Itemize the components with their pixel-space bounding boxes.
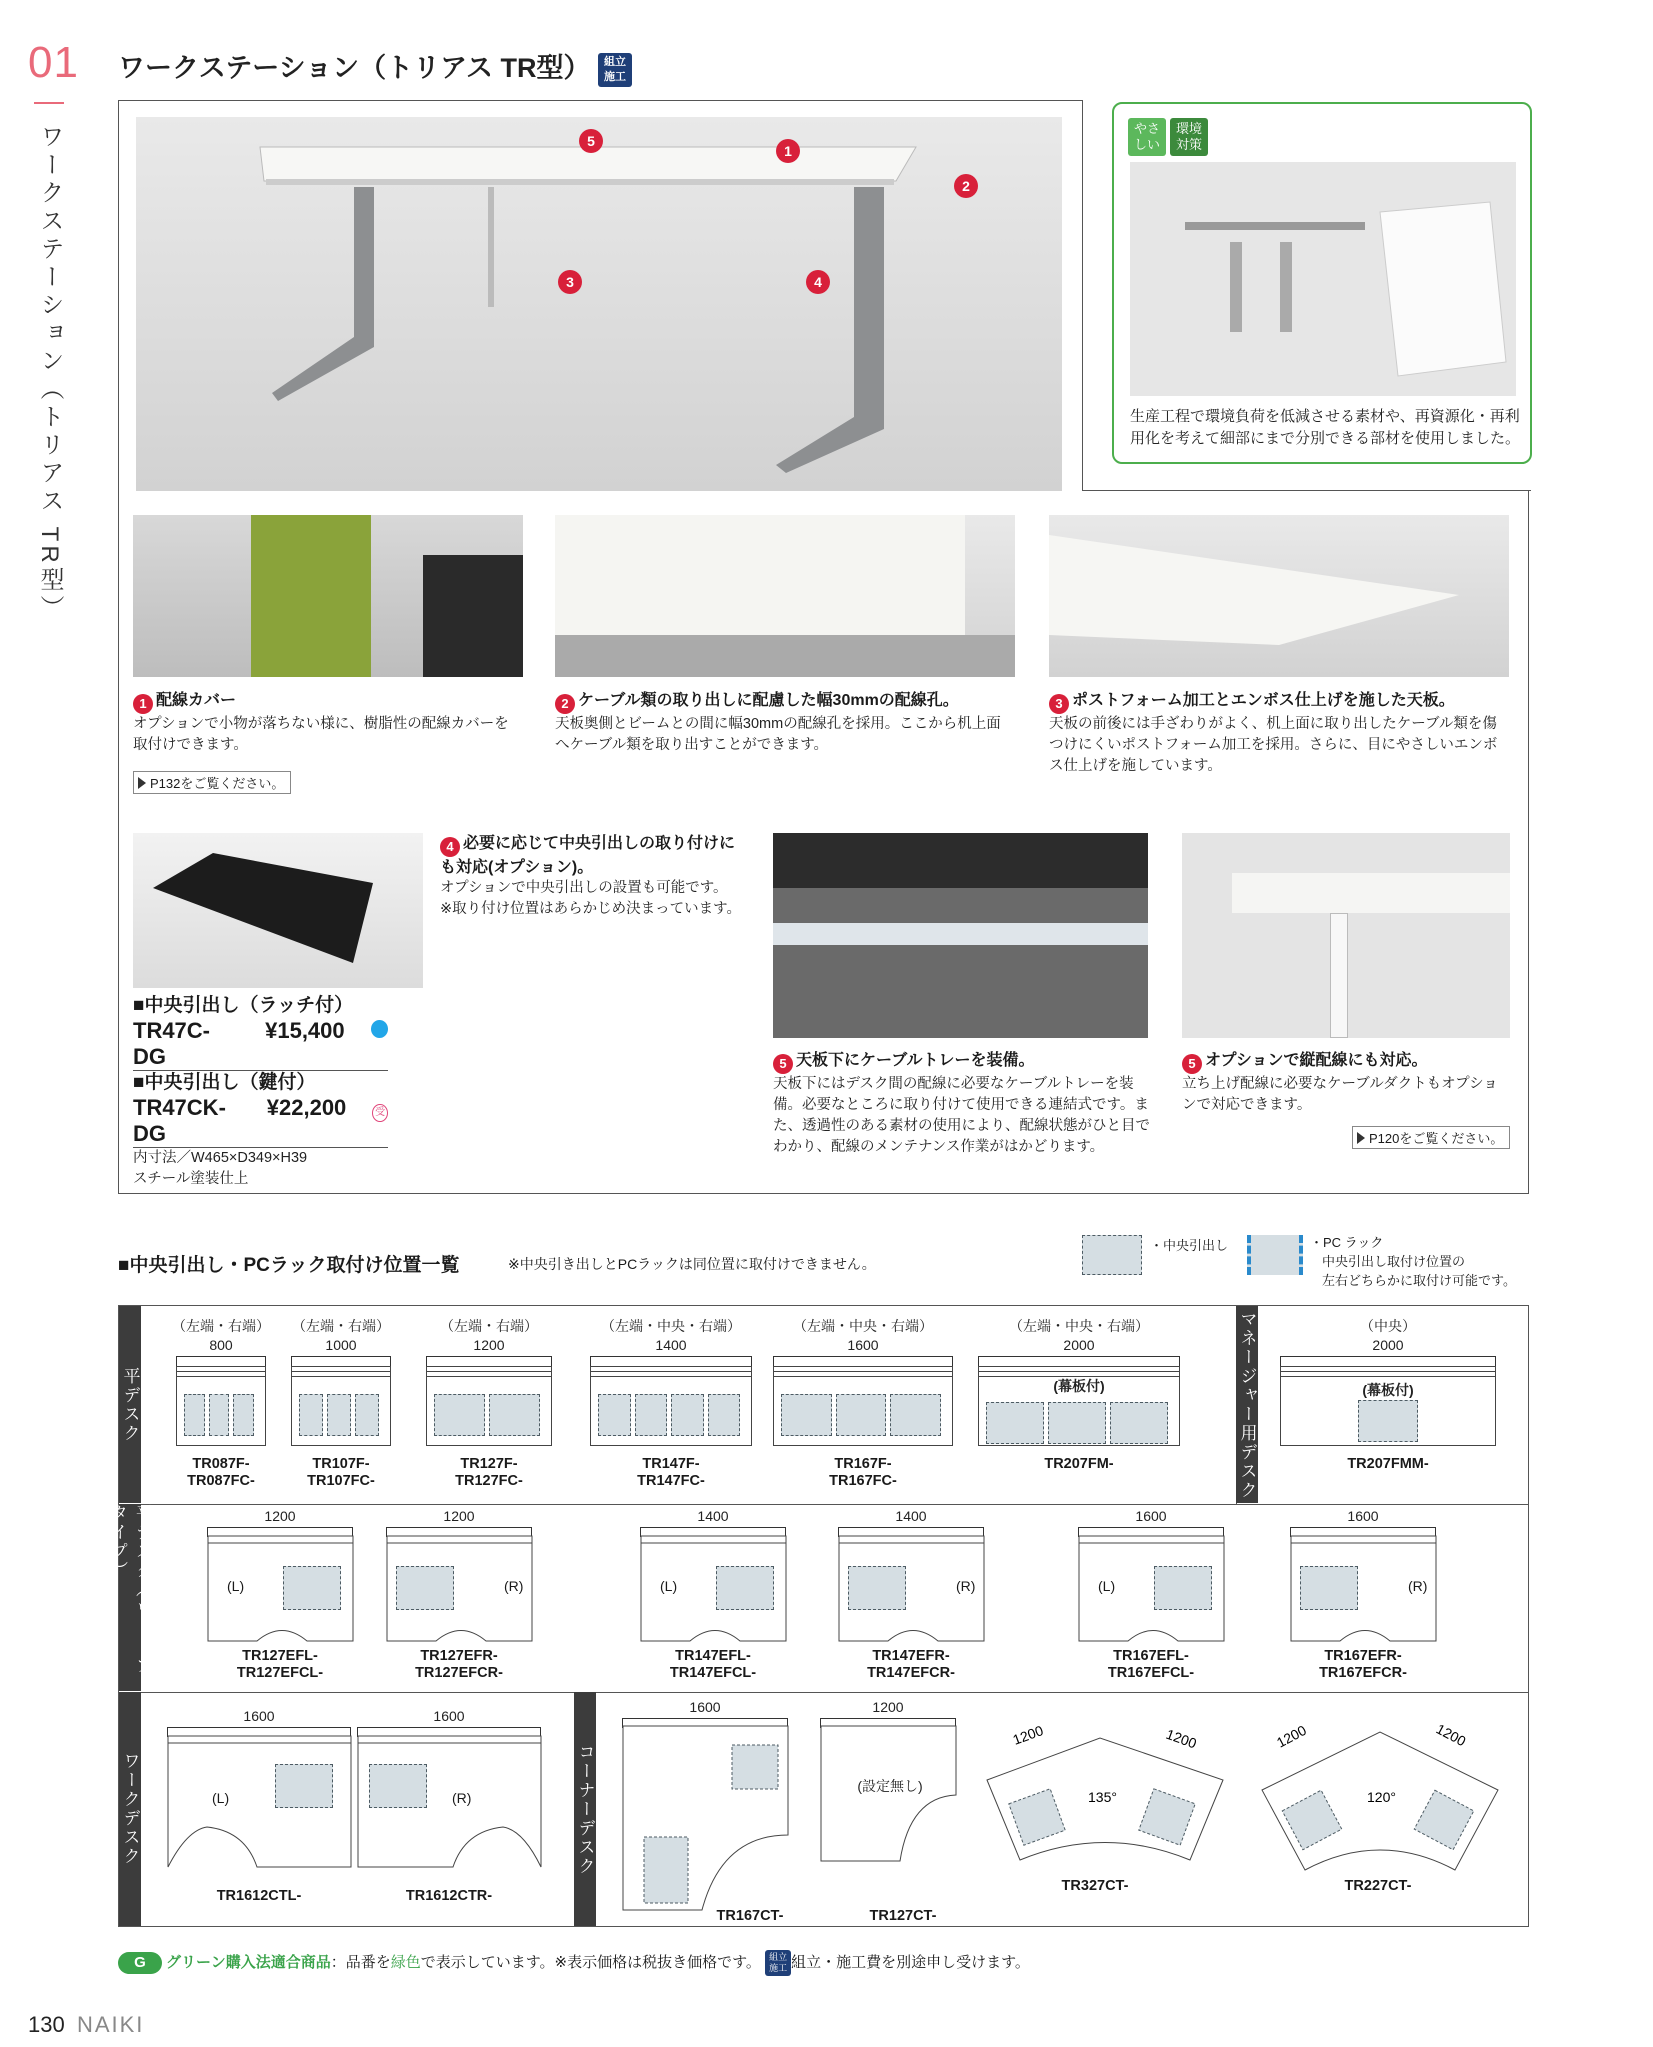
corner4-angle: 120° (1367, 1789, 1396, 1805)
product2-price: ¥22,200 (266, 1095, 347, 1120)
feature-4-body2: ※取り付け位置はあらかじめ決まっています。 (440, 901, 741, 917)
drawer-slot (355, 1394, 379, 1436)
drawer-slot (986, 1402, 1044, 1444)
corner3-code: TR327CT- (1061, 1878, 1129, 1894)
flat-dimline (176, 1356, 266, 1366)
flat-width: 1000 (325, 1337, 357, 1353)
flat-dimline (590, 1356, 752, 1366)
section-note: ※中央引き出しとPCラックは同位置に取付けできません。 (508, 1256, 876, 1272)
page-title-text: ワークステーション（トリアス TR型） (118, 53, 591, 83)
work-width: 1600 (433, 1708, 465, 1724)
wave-code2: TR147EFCL- (669, 1665, 757, 1681)
feature-4-title: 必要に応じて中央引出しの取り付けにも対応(オプション)。 (440, 835, 736, 876)
flat-code2: TR147FC- (637, 1473, 705, 1489)
wave-width: 1200 (264, 1508, 296, 1524)
drawer-slot (184, 1394, 205, 1436)
wave-width: 1600 (1347, 1508, 1379, 1524)
work-code: TR1612CTL- (216, 1888, 302, 1904)
row-label-manager: マネージャー用デスク (1236, 1306, 1258, 1503)
footer-green-label: グリーン購入法適合商品 (166, 1953, 331, 1971)
feature-3-num: 3 (1049, 694, 1069, 714)
flat-code1: TR127F- (460, 1456, 518, 1472)
flat-code1: TR207FM- (1044, 1456, 1114, 1472)
flat-width: 1200 (473, 1337, 505, 1353)
page-title (118, 46, 632, 87)
flat-pos: （左端・右端） (172, 1318, 270, 1334)
drawer-slot (781, 1394, 832, 1436)
feature-4-num: 4 (440, 837, 460, 857)
green-g-icon: G (118, 1952, 162, 1974)
wave-side: (R) (1408, 1578, 1428, 1594)
flat-code2: TR167FC- (829, 1473, 897, 1489)
mgr-code: TR207FMM- (1347, 1456, 1429, 1472)
mgr-pos: （中央） (1360, 1318, 1416, 1334)
photo-vertical-wiring (1182, 833, 1510, 1038)
ref-p132[interactable]: P132をご覧ください。 (133, 771, 291, 794)
corner2-note: (設定無し) (857, 1778, 923, 1794)
wave-code2: TR127EFCL- (236, 1665, 324, 1681)
flat-code1: TR167F- (834, 1456, 892, 1472)
feature-6 (1182, 1050, 1512, 1116)
feature-3 (1049, 690, 1511, 777)
feature-1-body: オプションで小物が落ちない様に、樹脂性の配線カバーを取付けできます。 (133, 716, 509, 753)
feature-5-num: 5 (773, 1054, 793, 1074)
photo-cable-tray (773, 833, 1148, 1038)
product1-price: ¥15,400 (265, 1018, 345, 1043)
products (133, 994, 433, 1190)
feature-4 (440, 833, 750, 920)
corner1-code: TR167CT- (716, 1908, 784, 1924)
mgr-width: 2000 (1372, 1337, 1404, 1353)
feature-1-num: 1 (133, 694, 153, 714)
page-num: 130 (28, 2012, 65, 2037)
footer-note (118, 1950, 1030, 1976)
corner4-desk (1250, 1710, 1510, 1900)
feature-6-title: オプションで縦配線にも対応。 (1205, 1052, 1428, 1069)
drawer-slot (598, 1394, 631, 1436)
drawer-slot (233, 1394, 254, 1436)
legend-drawer-swatch (1082, 1235, 1142, 1275)
feature-3-title: ポストフォーム加工とエンボス仕上げを施した天板。 (1072, 692, 1455, 709)
wave-side: (L) (227, 1578, 245, 1594)
wave-side: (R) (504, 1578, 524, 1594)
wave-side: (L) (660, 1578, 678, 1594)
flat-width: 2000 (1063, 1337, 1095, 1353)
corner4-code: TR227CT- (1344, 1878, 1412, 1894)
product1-label: ■中央引出し（ラッチ付） (133, 995, 354, 1016)
drawer-slot (489, 1394, 540, 1436)
wave-code1: TR147EFL- (675, 1648, 751, 1664)
desk-illustration (136, 117, 1062, 491)
legend-pcrack-swatch (1247, 1235, 1303, 1275)
work-width: 1600 (243, 1708, 275, 1724)
corner1-width: 1600 (689, 1699, 721, 1715)
legend-pcrack-note1: 中央引出し取付け位置の (1322, 1254, 1466, 1269)
callout-2: 2 (954, 174, 978, 198)
corner1-desk (622, 1725, 790, 1911)
corner3-w1: 1200 (1010, 1722, 1046, 1748)
feature-5 (773, 1050, 1153, 1158)
footer-text3: 組立・施工費を別途申し受けます。 (791, 1953, 1030, 1971)
drawer-slot (209, 1394, 230, 1436)
corner4-w1: 1200 (1273, 1721, 1309, 1751)
work-side: (R) (452, 1790, 472, 1806)
product1-code: TR47C-DG (133, 1018, 211, 1069)
chapter-number: 01 (28, 38, 79, 87)
flat-width: 1400 (655, 1337, 687, 1353)
mgr-drawer (1358, 1400, 1418, 1442)
product-dims: 内寸法／W465×D349×H39 (133, 1150, 308, 1166)
corner3-desk (975, 1710, 1235, 1900)
wave-drawer (396, 1566, 454, 1610)
footer-text1: ：品番を (330, 1953, 391, 1971)
brand: NAIKI (76, 2012, 145, 2037)
chapter-divider (34, 102, 64, 104)
wave-code2: TR167EFCR- (1319, 1665, 1407, 1681)
feature-5-body: 天板下にはデスク間の配線に必要なケーブルトレーを装備。必要なところに取り付けて使用できる連結式です。また、透過性のある素材の使用により、配線状態がひと目でわかり、配線のメンテナンス作業がはかどります。 (773, 1076, 1150, 1155)
row-label-wave: 平デスク（ウェーブタイプ） (119, 1504, 141, 1691)
wave-width: 1600 (1135, 1508, 1167, 1524)
photo-drawer (133, 833, 423, 988)
wave-code1: TR127EFL- (242, 1648, 318, 1664)
corner2-code: TR127CT- (869, 1908, 937, 1924)
flat-code2: TR087FC- (187, 1473, 255, 1489)
feature-1-title: 配線カバー (156, 692, 237, 709)
wave-code1: TR167EFL- (1113, 1648, 1189, 1664)
photo-cable-cover (133, 515, 523, 677)
chapter-vertical-title: ワークステーション（トリアス TR型） (36, 124, 63, 623)
feature-4-body1: オプションで中央引出しの設置も可能です。 (440, 880, 728, 896)
wave-width: 1400 (697, 1508, 729, 1524)
flat-code1: TR147F- (642, 1456, 700, 1472)
legend-pcrack-label: ・PC ラック (1310, 1235, 1384, 1250)
drawer-slot (299, 1394, 323, 1436)
drawer-slot (434, 1394, 485, 1436)
ref-p120[interactable]: P120をご覧ください。 (1352, 1126, 1510, 1149)
feature-5-title: 天板下にケーブルトレーを装備。 (796, 1052, 1035, 1069)
drawer-slot (635, 1394, 668, 1436)
wave-code2: TR167EFCL- (1107, 1665, 1195, 1681)
flat-pos: （左端・中央・右端） (601, 1318, 741, 1334)
product2-label: ■中央引出し（鍵付） (133, 1072, 316, 1093)
eco-badge-yasashii: やさしい (1128, 118, 1166, 156)
feature-2-num: 2 (555, 694, 575, 714)
flat-dimline (291, 1356, 391, 1366)
section-title: ■中央引出し・PCラック取付け位置一覧 (118, 1255, 460, 1276)
wave-drawer (716, 1566, 774, 1610)
drawer-slot (890, 1394, 941, 1436)
footer-text2: で表示しています。※表示価格は税抜き価格です。 (420, 1953, 761, 1971)
flat-pos: （左端・右端） (440, 1318, 538, 1334)
flat-code1: TR107F- (312, 1456, 370, 1472)
corner4-w2: 1200 (1433, 1720, 1469, 1750)
wave-code1: TR167EFR- (1324, 1648, 1402, 1664)
legend-pcrack (1310, 1233, 1516, 1290)
wave-side: (L) (1098, 1578, 1116, 1594)
product2-code: TR47CK-DG (133, 1095, 226, 1146)
feature-3-body: 天板の前後には手ざわりがよく、机上面に取り出したケーブル類を傷つけにくいポストフォーム加工を採用。さらに、目にやさしいエンボス仕上げを施しています。 (1049, 716, 1498, 774)
parts-photo (1130, 162, 1516, 396)
work-drawer (275, 1764, 333, 1808)
wave-side: (R) (956, 1578, 976, 1594)
callout-5: 5 (579, 129, 603, 153)
work-side: (L) (212, 1790, 230, 1806)
feature-6-body: 立ち上げ配線に必要なケーブルダクトもオプションで対応できます。 (1182, 1076, 1498, 1113)
wave-width: 1200 (443, 1508, 475, 1524)
feature-2-body: 天板奥側とビームとの間に幅30mmの配線孔を採用。ここから机上面へケーブル類を取り出すことができます。 (555, 716, 1001, 753)
corner3-w2: 1200 (1163, 1725, 1199, 1752)
footer-kumi-badge: 組立 施工 (765, 1950, 791, 1976)
feature-1 (133, 690, 523, 756)
work-code: TR1612CTR- (405, 1888, 493, 1904)
legend-pcrack-note2: 左右どちらかに取付け可能です。 (1322, 1273, 1516, 1288)
drawer-slot (327, 1394, 351, 1436)
product-finish: スチール塗装仕上 (133, 1171, 249, 1187)
drawer-slot (836, 1394, 887, 1436)
mgr-maku: (幕板付) (1362, 1382, 1414, 1398)
row-label-corner: コーナーデスク (574, 1692, 596, 1926)
green-product-dot (371, 1020, 388, 1038)
feature-2 (555, 690, 1015, 756)
footer-green-word: 緑色 (390, 1953, 421, 1971)
flat-code1: TR087F- (192, 1456, 250, 1472)
wave-drawer (1300, 1566, 1358, 1610)
row-label-work: ワークデスク (119, 1692, 141, 1926)
drawer-slot (708, 1394, 741, 1436)
wave-code2: TR127EFCR- (415, 1665, 503, 1681)
hero-desk-photo (136, 117, 1062, 491)
callout-3: 3 (558, 270, 582, 294)
work-drawer (369, 1764, 427, 1808)
wave-drawer (283, 1566, 341, 1610)
page-number (28, 2012, 144, 2038)
flat-width: 1600 (847, 1337, 879, 1353)
flat-pos: （左端・中央・右端） (793, 1318, 933, 1334)
wave-code1: TR147EFR- (872, 1648, 950, 1664)
flat-dimline (426, 1356, 552, 1366)
flat-maku: (幕板付) (1053, 1378, 1105, 1394)
legend-drawer: ・中央引出し (1150, 1238, 1229, 1253)
photo-cable-hole (555, 515, 1015, 677)
kumi-badge: 組立 施工 (598, 53, 632, 87)
wave-code1: TR127EFR- (420, 1648, 498, 1664)
flat-dimline (773, 1356, 953, 1366)
flat-width: 800 (209, 1337, 233, 1353)
made-to-order-icon: 受 (372, 1104, 388, 1122)
wave-drawer (848, 1566, 906, 1610)
corner2-width: 1200 (872, 1699, 904, 1715)
wave-code2: TR147EFCR- (867, 1665, 955, 1681)
drawer-slot (1048, 1402, 1106, 1444)
flat-pos: （左端・右端） (292, 1318, 390, 1334)
wave-width: 1400 (895, 1508, 927, 1524)
row-label-flat: 平デスク (119, 1306, 141, 1503)
drawer-slot (1110, 1402, 1168, 1444)
eco-badge-kankyo: 環境対策 (1170, 118, 1208, 156)
callout-4: 4 (806, 270, 830, 294)
callout-1: 1 (776, 139, 800, 163)
drawer-slot (671, 1394, 704, 1436)
flat-code2: TR127FC- (455, 1473, 523, 1489)
eco-box (1112, 102, 1532, 464)
feature-6-num: 5 (1182, 1054, 1202, 1074)
photo-postform-top (1049, 515, 1509, 677)
feature-2-title: ケーブル類の取り出しに配慮した幅30mmの配線孔。 (578, 692, 959, 709)
eco-text: 生産工程で環境負荷を低減させる素材や、再資源化・再利用化を考えて細部にまで分別できる部材を使用しました。 (1130, 408, 1521, 447)
flat-dimline (978, 1356, 1180, 1366)
flat-pos: （左端・中央・右端） (1009, 1318, 1149, 1334)
wave-drawer (1154, 1566, 1212, 1610)
flat-code2: TR107FC- (307, 1473, 375, 1489)
parts-illustration (1130, 162, 1516, 396)
corner3-angle: 135° (1088, 1789, 1117, 1805)
